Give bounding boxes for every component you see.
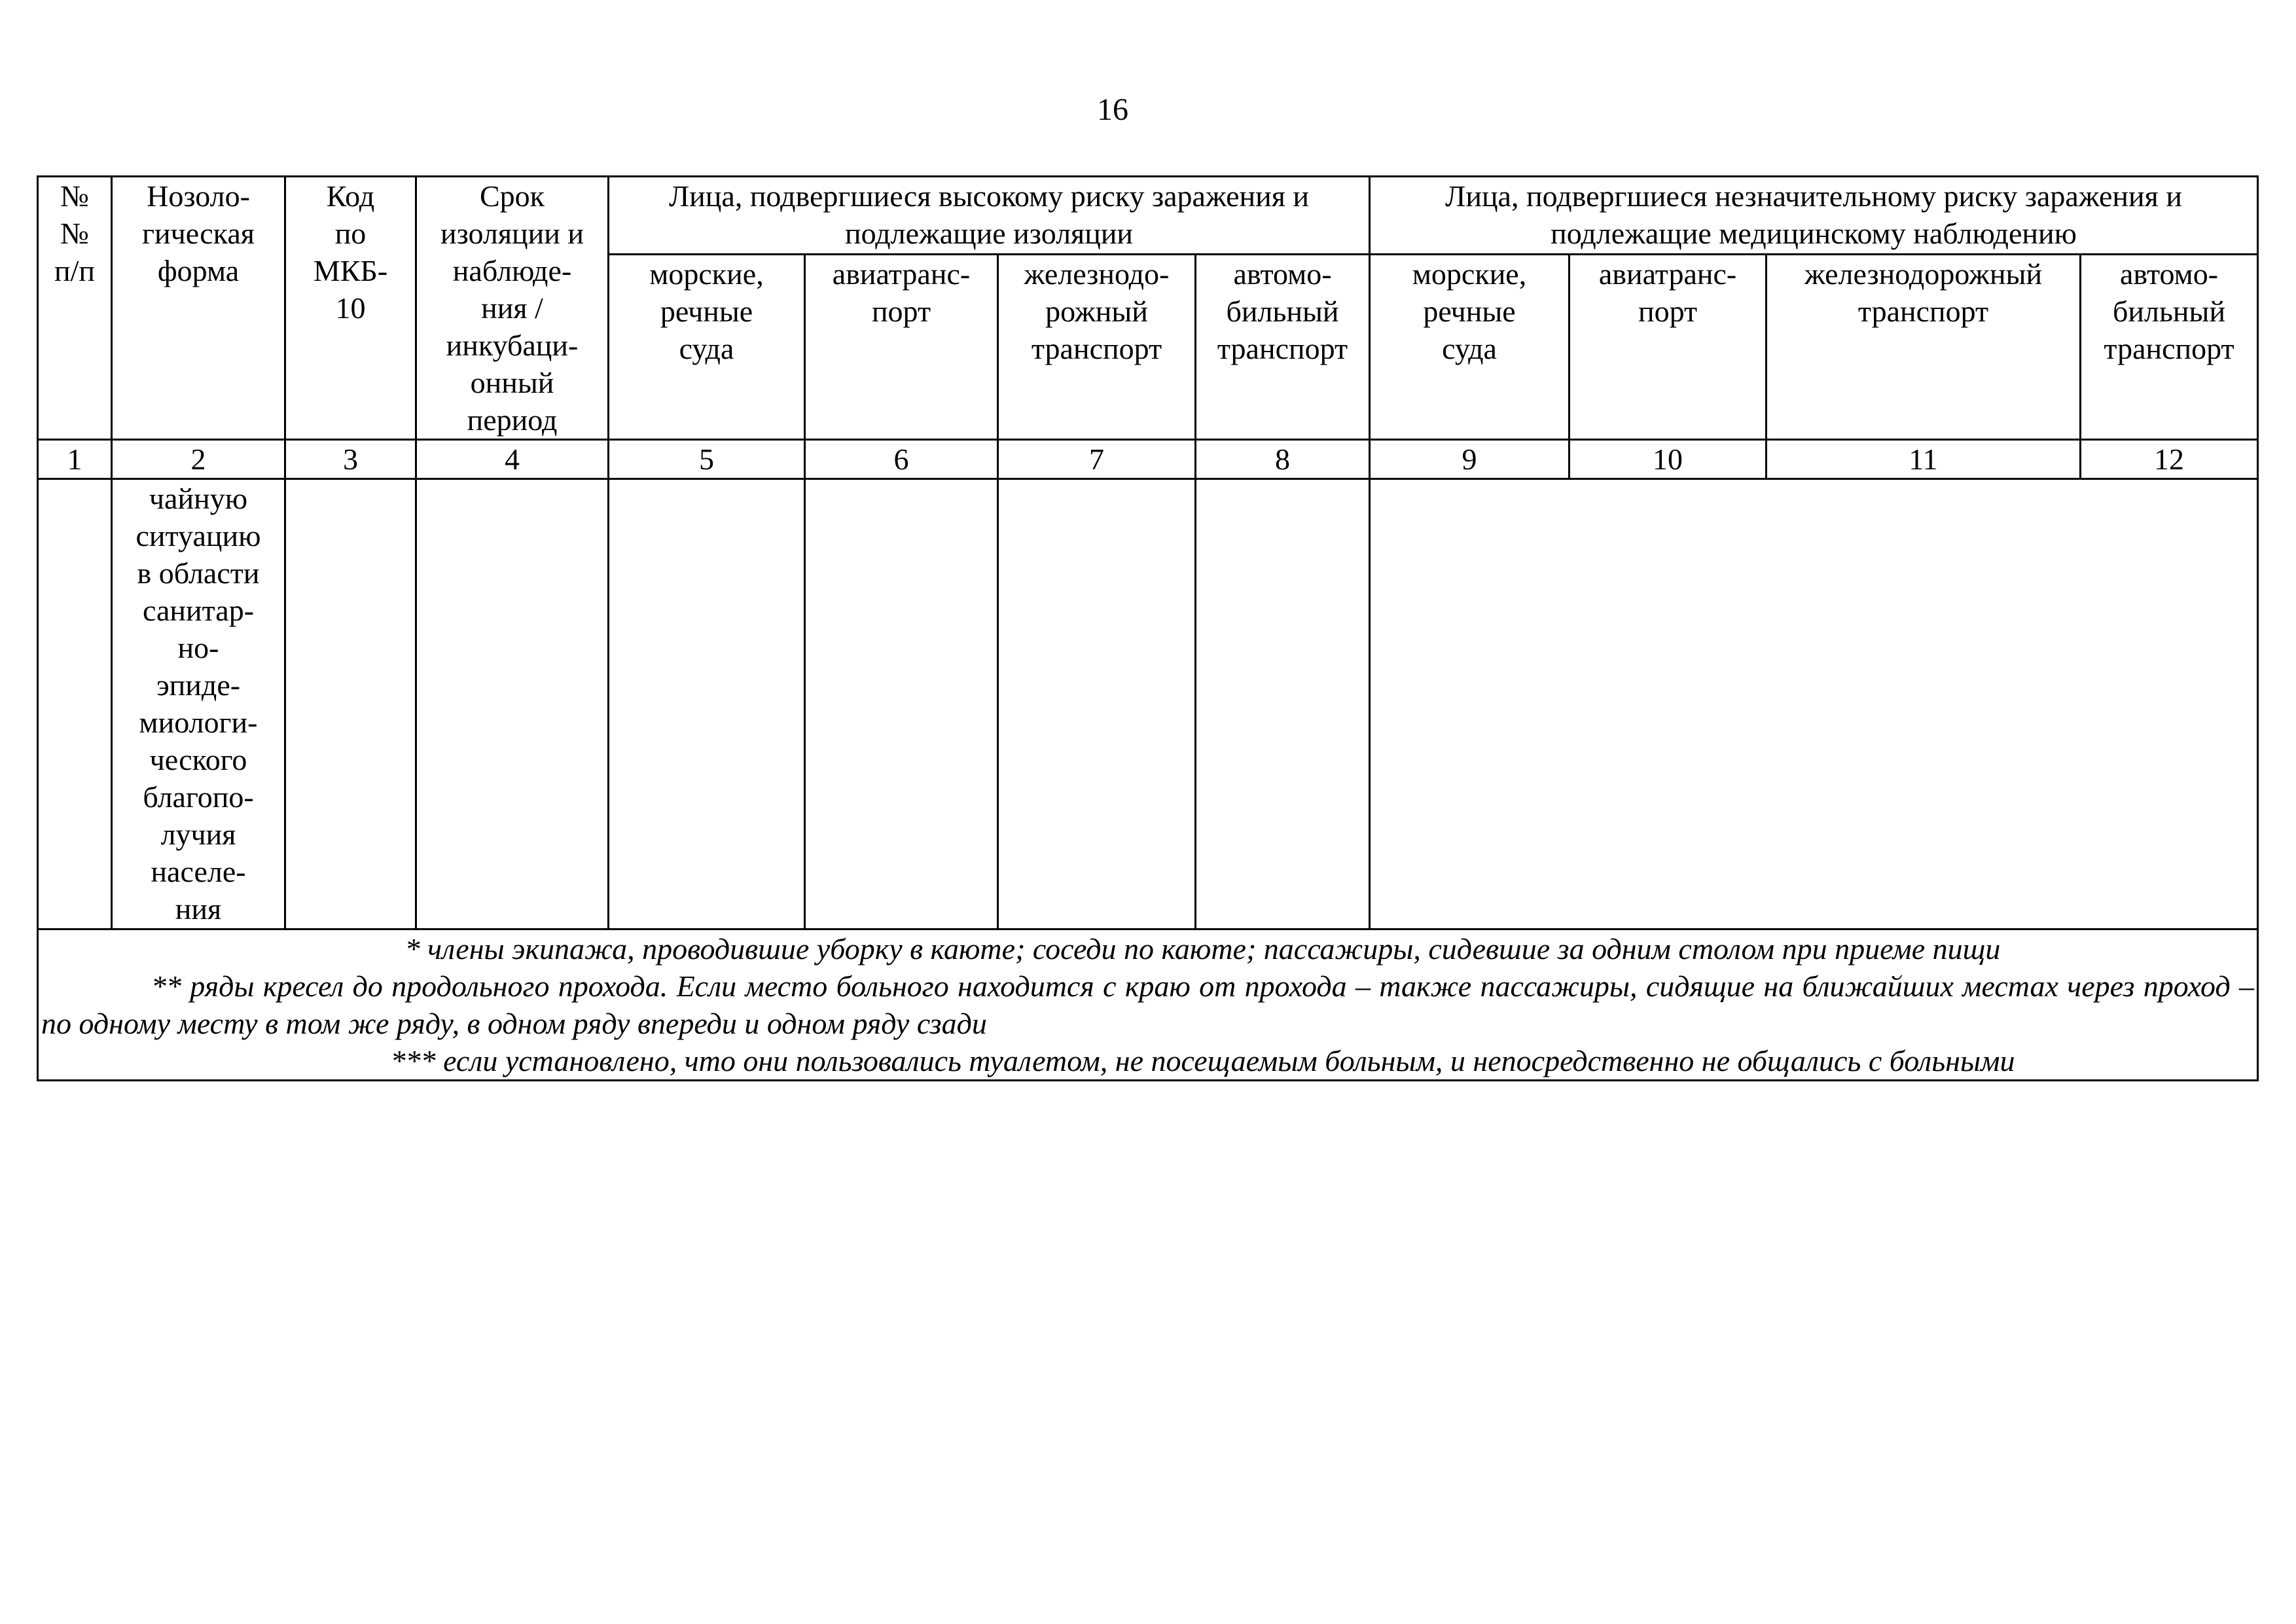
body-cell-high-road [1196,479,1370,929]
header-low-rail-transport: железнодорожный транспорт [1767,254,2081,439]
quarantine-table [37,175,2259,1081]
body-cell-high-rail [998,479,1196,929]
header-row-number: № № п/п [38,177,112,440]
column-number: 4 [416,440,609,479]
body-cell-high-air [805,479,998,929]
footnote-2: ** ряды кресел до продольного прохода. Если место больного находится с краю от прохода – также пассажиры, сидящие на ближайших местах через проход – по одному месту в том же ряду, в одном ряду впереди и одном ряду сзади [41,969,2255,1040]
body-cell-low-risk-merged [1370,479,2258,929]
header-low-risk-group: Лица, подвергшиеся незначительному риску заражения и подлежащие медицинскому наблюдению [1370,177,2258,255]
column-number: 10 [1570,440,1767,479]
body-cell-high-sea [609,479,805,929]
column-number: 11 [1767,440,2081,479]
footnotes [38,929,2258,1081]
footnote-1: * члены экипажа, проводившие уборку в каюте; соседи по каюте; пассажиры, сидевшие за одним столом при приеме пищи [404,932,2001,965]
header-low-air-transport: авиатранс- порт [1570,254,1767,439]
header-high-air-transport: авиатранс- порт [805,254,998,439]
body-cell-form: чайную ситуацию в области санитар- но- эпиде- миологи- ческого благопо- лучия населе- ния [112,479,285,929]
column-number: 1 [38,440,112,479]
header-icd-code: Код по МКБ- 10 [285,177,416,440]
header-low-sea-vessels: морские, речные суда [1370,254,1570,439]
column-number: 12 [2081,440,2258,479]
column-number: 9 [1370,440,1570,479]
column-number: 7 [998,440,1196,479]
header-isolation-period: Срок изоляции и наблюде- ния / инкубаци- онный период [416,177,609,440]
header-high-risk-group: Лица, подвергшиеся высокому риску заражения и подлежащие изоляции [609,177,1370,255]
column-number: 2 [112,440,285,479]
header-nosological-form: Нозоло- гическая форма [112,177,285,440]
page-number: 16 [1097,92,1128,127]
body-cell-number [38,479,112,929]
header-high-sea-vessels: морские, речные суда [609,254,805,439]
column-number: 5 [609,440,805,479]
column-number: 6 [805,440,998,479]
header-high-road-transport: автомо- бильный транспорт [1196,254,1370,439]
body-cell-code [285,479,416,929]
body-cell-period [416,479,609,929]
footnote-3: *** если установлено, что они пользовались туалетом, не посещаемым больным, и непосредственно не общались с больными [390,1044,2015,1077]
column-number: 8 [1196,440,1370,479]
column-number: 3 [285,440,416,479]
header-low-road-transport: автомо- бильный транспорт [2081,254,2258,439]
header-high-rail-transport: железнодо- рожный транспорт [998,254,1196,439]
